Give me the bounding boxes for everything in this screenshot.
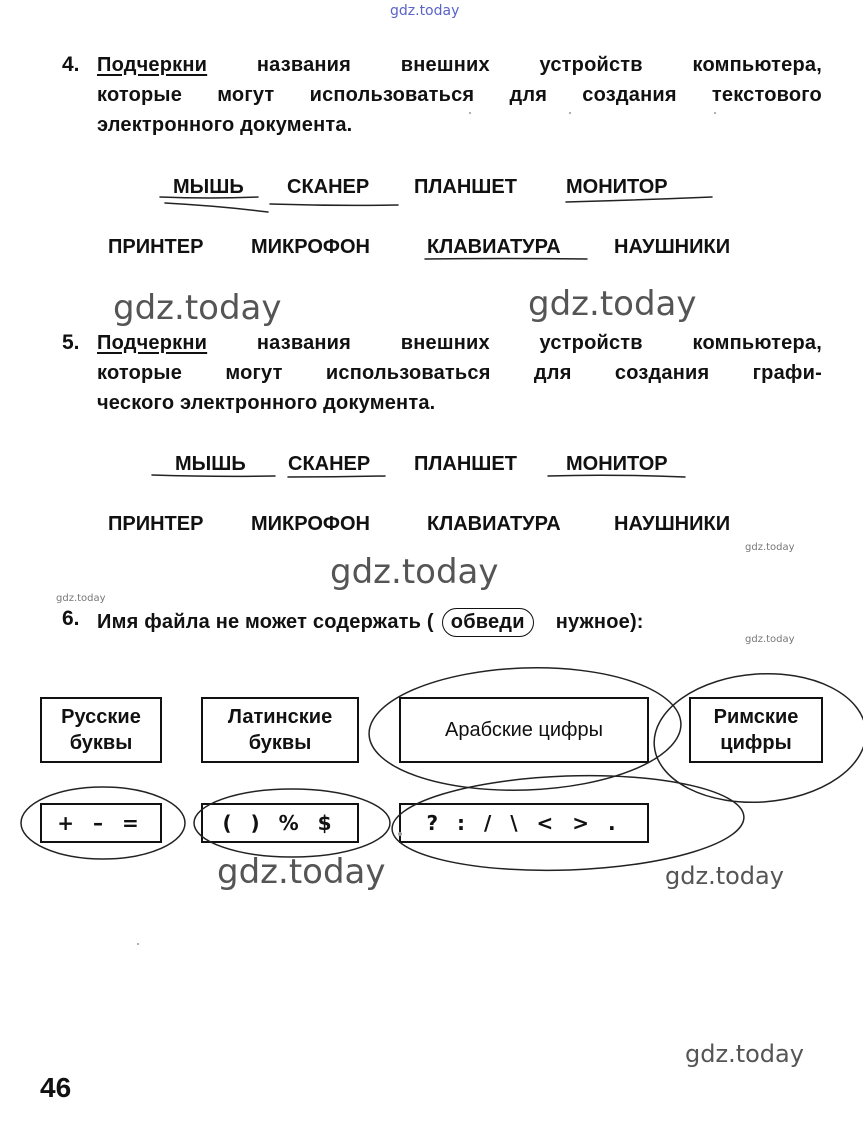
task-5-line-2: которые могут использоваться для создания графи- — [97, 362, 822, 384]
task-4-word-monitor: МОНИТОР — [566, 176, 668, 198]
task-4-word-tablet: ПЛАНШЕТ — [414, 176, 517, 198]
task-4-word-printer: ПРИНТЕР — [108, 236, 204, 258]
task-5-number: 5. — [62, 331, 80, 354]
task-4-word-headphones: НАУШНИКИ — [614, 236, 731, 258]
task-6-prompt: Имя файла не может содержать ( обведи нужное): — [97, 608, 644, 637]
task-6-number: 6. — [62, 607, 80, 630]
task-4-line-1: Подчеркни названия внешних устройств компьютера, — [97, 54, 822, 76]
box-russian-letters: Русские буквы — [40, 697, 162, 763]
task-4-verb: Подчеркни — [97, 54, 208, 76]
watermark: gdz.today — [528, 284, 697, 324]
watermark: gdz.today — [685, 1040, 804, 1068]
task-4-word-mouse: МЫШЬ — [173, 176, 244, 198]
task-4-word-microphone: МИКРОФОН — [251, 236, 370, 258]
task-4-line-3: электронного документа. — [97, 114, 353, 136]
task-5-word-microphone: МИКРОФОН — [251, 513, 370, 535]
watermark: gdz.today — [113, 288, 282, 328]
task-5-verb: Подчеркни — [97, 332, 208, 354]
box-roman-digits: Римские цифры — [689, 697, 823, 763]
box-bracket-symbols: ( ) % $ — [201, 803, 359, 843]
watermark-top: gdz.today — [390, 3, 460, 19]
task-5-word-mouse: МЫШЬ — [175, 453, 246, 475]
box-arabic-digits: Арабские цифры — [399, 697, 649, 763]
task-5-word-scanner: СКАНЕР — [288, 453, 371, 475]
task-4-line-2: которые могут использоваться для создания текстового — [97, 84, 822, 106]
box-special-symbols: ? : / \ < > . — [399, 803, 649, 843]
task-5-word-monitor: МОНИТОР — [566, 453, 668, 475]
task-5-line-3: ческого электронного документа. — [97, 392, 436, 414]
watermark: gdz.today — [745, 542, 795, 553]
page-number: 46 — [40, 1072, 72, 1103]
task-6-circled-word: обведи — [442, 608, 534, 637]
task-5-word-printer: ПРИНТЕР — [108, 513, 204, 535]
watermark: gdz.today — [217, 852, 386, 892]
task-5-line-1: Подчеркни названия внешних устройств компьютера, — [97, 332, 822, 354]
task-4-word-scanner: СКАНЕР — [287, 176, 370, 198]
box-latin-letters: Латинские буквы — [201, 697, 359, 763]
watermark: gdz.today — [330, 552, 499, 592]
watermark: gdz.today — [745, 634, 795, 645]
task-5-word-tablet: ПЛАНШЕТ — [414, 453, 517, 475]
task-4-word-keyboard: КЛАВИАТУРА — [427, 236, 561, 258]
watermark: gdz.today — [56, 593, 106, 604]
box-math-symbols: + – = — [40, 803, 162, 843]
task-4-number: 4. — [62, 53, 80, 76]
watermark: gdz.today — [665, 862, 784, 890]
task-5-word-headphones: НАУШНИКИ — [614, 513, 731, 535]
task-5-word-keyboard: КЛАВИАТУРА — [427, 513, 561, 535]
